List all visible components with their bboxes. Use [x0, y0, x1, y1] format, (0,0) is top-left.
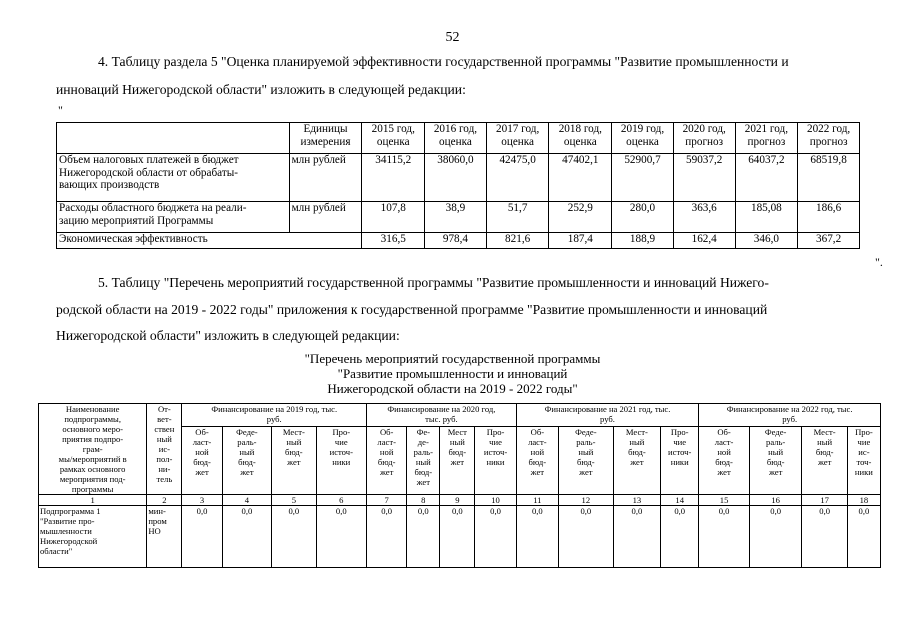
- sub-local-budget: Мест- ный бюд- жет: [613, 427, 660, 495]
- column-number: 13: [613, 495, 660, 506]
- column-number-row: [39, 495, 881, 506]
- column-number: 14: [661, 495, 699, 506]
- row-value: 107,8: [362, 202, 425, 233]
- row-value: 51,7: [486, 202, 549, 233]
- funding-2020-header: Финансирование на 2020 год, тыс. руб.: [367, 404, 517, 427]
- row-value: 252,9: [549, 202, 612, 233]
- subprogram-name-line: мышленности: [40, 526, 92, 536]
- header-year: 2015 год, оценка: [362, 123, 425, 154]
- sub-federal-budget: Феде- раль- ный бюд- жет: [222, 427, 272, 495]
- sub-other-sources: Про- чие ис- точ- ники: [847, 427, 880, 495]
- column-number: 15: [699, 495, 750, 506]
- header-year: 2022 год, прогноз: [798, 123, 860, 154]
- funding-value: 0,0: [699, 506, 750, 568]
- activities-table: [38, 403, 881, 568]
- funding-value: 0,0: [661, 506, 699, 568]
- section4-line2: инноваций Нижегородской области" изложить в следующей редакции:: [56, 82, 466, 97]
- funding-2021-header: Финансирование на 2021 год, тыс. руб.: [516, 404, 699, 427]
- row-value: 38,9: [425, 202, 487, 233]
- header-year: 2020 год, прогноз: [673, 123, 735, 154]
- sub-other-sources: Про- чие источ- ники: [316, 427, 367, 495]
- page-number: 52: [445, 30, 460, 45]
- column-number: 2: [147, 495, 182, 506]
- sub-federal-budget: Фе- де- раль- ный бюд- жет: [407, 427, 440, 495]
- list-title-line: "Развитие промышленности и инноваций: [337, 366, 568, 381]
- row-value: 978,4: [425, 233, 487, 249]
- close-quote: ".: [875, 255, 883, 269]
- col-name-header: Наименование подпрограммы, основного меро- приятия подпро- грам- мы/мероприятий в рамках основного мероприятия под- программы: [39, 404, 147, 495]
- sub-local-budget: Мест ный бюд- жет: [440, 427, 475, 495]
- row-value: 38060,0: [425, 154, 487, 202]
- header-units: Единицы измерения: [289, 123, 362, 154]
- row-value: 34115,2: [362, 154, 425, 202]
- sub-local-budget: Мест- ный бюд- жет: [802, 427, 847, 495]
- row-value: 64037,2: [735, 154, 798, 202]
- section4-line1: 4. Таблицу раздела 5 "Оценка планируемой эффективности государственной программы "Развитие промышленности и: [98, 54, 789, 69]
- list-title-line: "Перечень мероприятий государственной программы: [304, 351, 601, 366]
- column-number: 11: [516, 495, 558, 506]
- activities-header-row: [39, 404, 881, 427]
- subprogram-name: [39, 506, 147, 568]
- table-row: [57, 233, 860, 249]
- row-value: 47402,1: [549, 154, 612, 202]
- row-name: Расходы областного бюджета на реали- зацию мероприятий Программы: [57, 202, 290, 233]
- header-year: 2021 год, прогноз: [735, 123, 798, 154]
- funding-value: 0,0: [475, 506, 516, 568]
- row-name: Объем налоговых платежей в бюджет Нижегородской области от обрабаты- вающих производств: [57, 154, 290, 202]
- efficiency-table-header: [57, 123, 860, 154]
- header-year: 2018 год, оценка: [549, 123, 612, 154]
- column-number: 12: [559, 495, 614, 506]
- subprogram-name-line: области": [40, 546, 73, 556]
- row-value: 185,08: [735, 202, 798, 233]
- row-value: 162,4: [673, 233, 735, 249]
- col-responsible-header: От- вет- ствен ный ис- пол- ни- тель: [147, 404, 182, 495]
- funding-value: 0,0: [559, 506, 614, 568]
- open-quote: ": [58, 103, 63, 117]
- header-empty-cell: [57, 123, 290, 154]
- responsible-executor: мин- пром НО: [147, 506, 182, 568]
- funding-value: 0,0: [440, 506, 475, 568]
- funding-2019-header: Финансирование на 2019 год, тыс. руб.: [182, 404, 367, 427]
- funding-value: 0,0: [516, 506, 558, 568]
- section5-line2: родской области на 2019 - 2022 годы" приложения к государственной программе "Развитие промышленности и инноваций: [56, 302, 768, 317]
- column-number: 10: [475, 495, 516, 506]
- column-number: 7: [367, 495, 407, 506]
- sub-other-sources: Про- чие источ- ники: [475, 427, 516, 495]
- header-year: 2019 год, оценка: [612, 123, 674, 154]
- column-number: 18: [847, 495, 880, 506]
- funding-2022-header: Финансирование на 2022 год, тыс. руб.: [699, 404, 881, 427]
- table-row: [57, 154, 860, 202]
- funding-value: 0,0: [222, 506, 272, 568]
- funding-value: 0,0: [316, 506, 367, 568]
- list-title: [0, 351, 905, 396]
- column-number: 9: [440, 495, 475, 506]
- section5-line3: Нижегородской области" изложить в следующей редакции:: [56, 328, 400, 343]
- efficiency-table: [56, 122, 860, 249]
- row-value: 186,6: [798, 202, 860, 233]
- sub-regional-budget: Об- ласт- ной бюд- жет: [367, 427, 407, 495]
- funding-value: 0,0: [182, 506, 222, 568]
- row-value: 280,0: [612, 202, 674, 233]
- row-value: 188,9: [612, 233, 674, 249]
- row-value: 59037,2: [673, 154, 735, 202]
- funding-value: 0,0: [613, 506, 660, 568]
- row-name: Экономическая эффективность: [57, 233, 362, 249]
- header-year: 2017 год, оценка: [486, 123, 549, 154]
- sub-regional-budget: Об- ласт- ной бюд- жет: [182, 427, 222, 495]
- column-number: 5: [272, 495, 316, 506]
- row-value: 363,6: [673, 202, 735, 233]
- column-number: 8: [407, 495, 440, 506]
- subprogram-name-line: Подпрограмма 1: [40, 506, 101, 516]
- row-unit: млн рублей: [289, 154, 362, 202]
- row-value: 316,5: [362, 233, 425, 249]
- sub-federal-budget: Феде- раль- ный бюд- жет: [749, 427, 802, 495]
- column-number: 16: [749, 495, 802, 506]
- column-number: 3: [182, 495, 222, 506]
- column-number: 17: [802, 495, 847, 506]
- subprogram-name-line: "Развитие про-: [40, 516, 95, 526]
- list-title-line: Нижегородской области на 2019 - 2022 годы": [327, 381, 578, 396]
- sub-federal-budget: Феде- раль- ный бюд- жет: [559, 427, 614, 495]
- column-number: 4: [222, 495, 272, 506]
- sub-regional-budget: Об- ласт- ной бюд- жет: [699, 427, 750, 495]
- row-value: 68519,8: [798, 154, 860, 202]
- funding-value: 0,0: [847, 506, 880, 568]
- funding-value: 0,0: [407, 506, 440, 568]
- header-year: 2016 год, оценка: [425, 123, 487, 154]
- funding-value: 0,0: [749, 506, 802, 568]
- column-number: 6: [316, 495, 367, 506]
- row-value: 187,4: [549, 233, 612, 249]
- sub-other-sources: Про- чие источ- ники: [661, 427, 699, 495]
- row-value: 821,6: [486, 233, 549, 249]
- column-number: 1: [39, 495, 147, 506]
- sub-regional-budget: Об- ласт- ной бюд- жет: [516, 427, 558, 495]
- sub-local-budget: Мест- ный бюд- жет: [272, 427, 316, 495]
- table-row: [57, 202, 860, 233]
- subprogram-name-line: Нижегородской: [40, 536, 98, 546]
- row-unit: млн рублей: [289, 202, 362, 233]
- section5-line1: 5. Таблицу "Перечень мероприятий государственной программы "Развитие промышленности и инноваций Нижего-: [98, 275, 769, 290]
- row-value: 42475,0: [486, 154, 549, 202]
- row-value: 52900,7: [612, 154, 674, 202]
- funding-value: 0,0: [802, 506, 847, 568]
- table-row: [39, 506, 881, 568]
- row-value: 367,2: [798, 233, 860, 249]
- funding-value: 0,0: [367, 506, 407, 568]
- funding-value: 0,0: [272, 506, 316, 568]
- row-value: 346,0: [735, 233, 798, 249]
